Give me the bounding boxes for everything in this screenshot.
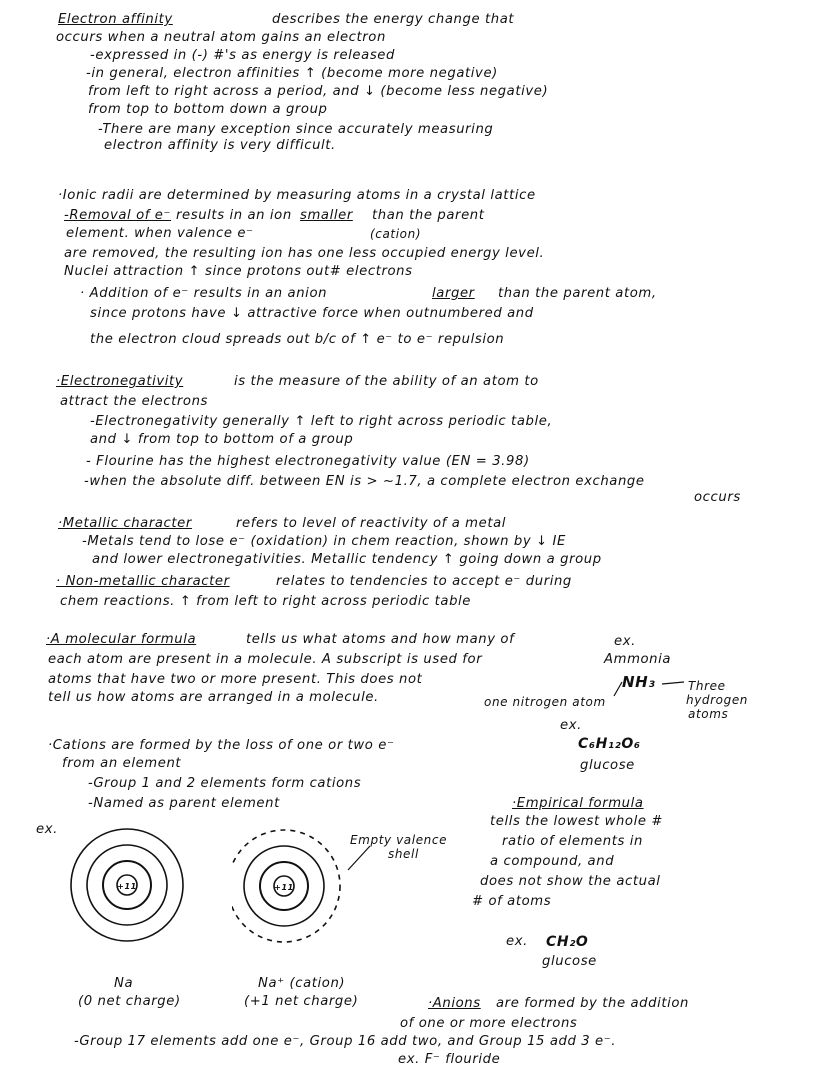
molecular-formula-title: ·A molecular formula (46, 632, 197, 647)
text-line: and ↓ from top to bottom of a group (90, 432, 354, 447)
text-line: ratio of elements in (502, 834, 643, 849)
text-line: -expressed in (-) #'s as energy is released (90, 48, 395, 63)
text-line: than the parent atom, (498, 286, 657, 301)
text-line: refers to level of reactivity of a metal (236, 516, 507, 531)
text-line: smaller (300, 208, 353, 223)
text-line: from an element (62, 756, 182, 771)
text-line: · Addition of e⁻ results in an anion (80, 286, 328, 301)
na-plus-nucleus-label: +11 (274, 883, 294, 892)
ex-label: ex. (614, 634, 636, 649)
text-line: results in an ion (176, 208, 292, 223)
glucose-formula: C₆H₁₂O₆ (578, 736, 641, 752)
na-plus-label: Na⁺ (cation) (258, 976, 346, 991)
text-line: does not show the actual (480, 874, 661, 889)
text-line: occurs (694, 490, 741, 505)
text-line: and lower electronegativities. Metallic tendency ↑ going down a group (92, 552, 602, 567)
text-line: occurs when a neutral atom gains an electron (56, 30, 386, 45)
na-nucleus-label: +11 (117, 882, 137, 891)
cations-title: ·Cations are formed by the loss of one or two e⁻ (48, 738, 395, 753)
hydrogen-note: atoms (688, 707, 729, 721)
glucose-name: glucose (580, 758, 635, 773)
glucose-name: glucose (542, 954, 597, 969)
metallic-character-title: ·Metallic character (58, 516, 192, 531)
text-line: (cation) (370, 227, 422, 241)
text-line: describes the energy change that (272, 12, 515, 27)
text-line: -Group 17 elements add one e⁻, Group 16 add two, and Group 15 add 3 e⁻. (74, 1034, 617, 1049)
text-line: -when the absolute diff. between EN is > ~1.7, a complete electron exchange (84, 474, 645, 489)
ex-label: ex. (36, 822, 58, 837)
text-line: is the measure of the ability of an atom to (234, 374, 539, 389)
text-line: electron affinity is very difficult. (104, 138, 336, 153)
empirical-formula: CH₂O (546, 934, 589, 950)
text-line: Nuclei attraction ↑ since protons out# electrons (64, 264, 413, 279)
na-plus-charge: (+1 net charge) (244, 994, 359, 1009)
text-line: a compound, and (490, 854, 615, 869)
text-line: each atom are present in a molecule. A subscript is used for (48, 652, 483, 667)
text-line: are removed, the resulting ion has one less occupied energy level. (64, 246, 545, 261)
text-line: larger (432, 286, 475, 301)
na-charge: (0 net charge) (78, 994, 181, 1009)
text-line: from left to right across a period, and ↓ (become less negative) (88, 84, 549, 99)
text-line: tells us what atoms and how many of (246, 632, 515, 647)
text-line: ex. F⁻ flouride (398, 1052, 501, 1067)
text-line: -Removal of e⁻ (64, 208, 172, 223)
non-metallic-title: · Non-metallic character (56, 574, 230, 589)
text-line: the electron cloud spreads out b/c of ↑ e⁻ to e⁻ repulsion (90, 332, 505, 347)
nitrogen-note: one nitrogen atom (484, 695, 606, 709)
electron-affinity-title: Electron affinity (58, 12, 173, 27)
text-line: relates to tendencies to accept e⁻ during (276, 574, 572, 589)
text-line: -Electronegativity generally ↑ left to right across periodic table, (90, 414, 553, 429)
text-line: atoms that have two or more present. This does not (48, 672, 423, 687)
text-line: -Named as parent element (88, 796, 280, 811)
text-line: - Flourine has the highest electronegativity value (EN = 3.98) (86, 454, 530, 469)
text-line: tells the lowest whole # (490, 814, 664, 829)
empirical-title: ·Empirical formula (512, 796, 644, 811)
text-line: -Metals tend to lose e⁻ (oxidation) in chem reaction, shown by ↓ IE (82, 534, 566, 549)
empty-shell-label: Empty valence (350, 833, 448, 847)
sodium-atom-diagram (62, 820, 192, 950)
ammonia-arrows (600, 674, 690, 704)
ammonia-formula: NH₃ (622, 673, 656, 691)
na-label: Na (114, 976, 134, 991)
electronegativity-title: ·Electronegativity (56, 374, 184, 389)
text-line: -in general, electron affinities ↑ (become more negative) (86, 66, 498, 81)
ex-label: ex. (560, 718, 582, 733)
text-line: than the parent (372, 208, 485, 223)
text-line: from top to bottom down a group (88, 102, 328, 117)
anions-title: ·Anions (428, 996, 481, 1011)
hydrogen-note: Three (688, 679, 726, 693)
text-line: attract the electrons (60, 394, 209, 409)
ionic-radii-title: ·Ionic radii are determined by measuring atoms in a crystal lattice (58, 188, 536, 203)
ex-label: ex. (506, 934, 528, 949)
text-line: since protons have ↓ attractive force when outnumbered and (90, 306, 534, 321)
empty-shell-label: shell (388, 847, 419, 861)
text-line: tell us how atoms are arranged in a molecule. (48, 690, 379, 705)
text-line: # of atoms (472, 894, 552, 909)
hydrogen-note: hydrogen (686, 693, 749, 707)
ammonia-name: Ammonia (604, 652, 672, 667)
text-line: chem reactions. ↑ from left to right across periodic table (60, 594, 472, 609)
text-line: -There are many exception since accurately measuring (98, 122, 494, 137)
text-line: are formed by the addition (496, 996, 690, 1011)
text-line: -Group 1 and 2 elements form cations (88, 776, 362, 791)
text-line: of one or more electrons (400, 1016, 578, 1031)
text-line: element. when valence e⁻ (66, 226, 254, 241)
